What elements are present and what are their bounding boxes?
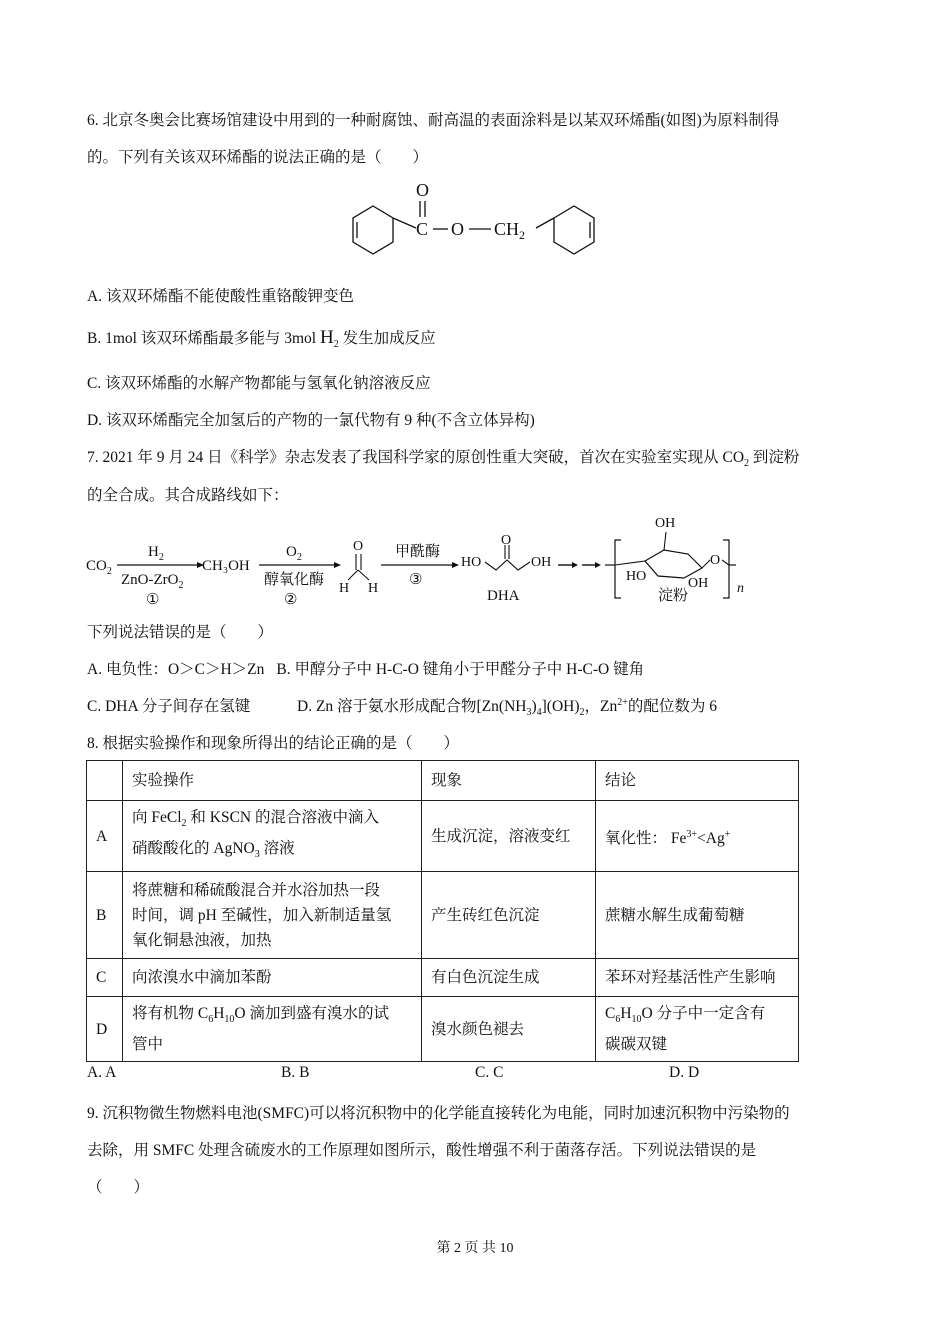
row-label: D [87, 997, 123, 1062]
row-conclusion: 蔗糖水解生成葡萄糖 [596, 872, 799, 959]
step1-number: ① [146, 592, 160, 608]
header-blank [87, 761, 123, 801]
row-operation: 将有机物 $C_6H_{10}O$ 滴加到盛有溴水的试 管中 [123, 997, 422, 1062]
header-conclusion: 结论 [596, 761, 799, 801]
starch-o: O [710, 553, 721, 568]
q9-stem-line2: 去除，用 SMFC 处理含硫废水的工作原理如图所示，酸性增强不利于菌落存活。下列说法错误的是 [87, 1142, 757, 1159]
q6-stem-line1: 6. 北京冬奥会比赛场馆建设中用到的一种耐腐蚀、耐高温的表面涂料是以某双环烯酯(如图)为原料制得 [87, 112, 780, 129]
q7-option-d: D. Zn 溶于氨水形成配合物$[Zn(NH_3)_4](OH)_2$，$Zn^{2+}$的配位数为 6 [297, 696, 718, 719]
q6-option-c: C. 该双环烯酯的水解产物都能与氢氧化钠溶液反应 [87, 375, 431, 392]
starch-label: 淀粉 [658, 588, 689, 604]
q6-ester-structure [340, 176, 610, 272]
ester-o: O [451, 219, 464, 239]
q7-option-b: B. 甲醇分子中 H-C-O 键角小于甲醛分子中 H-C-O 键角 [276, 661, 645, 678]
header-operation: 实验操作 [123, 761, 422, 801]
q7-stem-line1: 7. 2021 年 9 月 24 日《科学》杂志发表了我国科学家的原创性重大突破，首次在实验室实现从 $CO_2$ 到淀粉 [87, 449, 800, 470]
dha-oh: OH [531, 555, 552, 570]
q6-option-a: A. 该双环烯酯不能使酸性重铬酸钾变色 [87, 288, 354, 305]
step2-enzyme: 醇氧化酶 [264, 572, 325, 588]
row-phenomenon: 溴水颜色褪去 [422, 997, 596, 1062]
q7-option-c: C. DHA 分子间存在氢键 [87, 698, 251, 715]
hcho-h-right: H [368, 581, 379, 596]
row-operation: 将蔗糖和稀硫酸混合并水浴加热一段 时间，调 pH 至碱性，加入新制适量氢 氧化铜悬浊液，加热 [123, 872, 422, 959]
q6-option-b: B. 1mol 该双环烯酯最多能与 3mol $H_2$ 发生加成反应 [87, 327, 436, 351]
row-phenomenon: 有白色沉淀生成 [422, 959, 596, 997]
dha-ho: HO [461, 555, 482, 570]
dha-label: DHA [487, 588, 520, 604]
q8-option-d: D. D [669, 1064, 700, 1081]
row-label: A [87, 801, 123, 872]
q7-options-ab [87, 657, 644, 679]
co2-label: $CO_2$ [86, 558, 112, 577]
q7-option-a: A. 电负性：O＞C＞H＞Zn [87, 661, 265, 678]
table-row [87, 801, 799, 872]
q9-stem-line1: 9. 沉积物微生物燃料电池(SMFC)可以将沉积物中的化学能直接转化为电能，同时加速沉积物中污染物的 [87, 1105, 790, 1122]
ch2-group: $CH_2$ [494, 219, 526, 242]
dha-o: O [501, 533, 512, 548]
step2-reagent: $O_2$ [286, 544, 302, 563]
row-operation: 向浓溴水中滴加苯酚 [123, 959, 422, 997]
page-number: 第 2 页 共 10 [436, 1241, 514, 1256]
starch-oh: OH [688, 576, 709, 591]
row-conclusion: $C_6H_{10}O$ 分子中一定含有 碳碳双键 [596, 997, 799, 1062]
q8-stem: 8. 根据实验操作和现象所得出的结论正确的是（ ） [87, 735, 460, 752]
step1-catalyst: ZnO-ZrO$_2$ [121, 572, 184, 591]
q6-stem-line2: 的。下列有关该双环烯酯的说法正确的是（ ） [87, 149, 429, 166]
q7-question: 下列说法错误的是（ ） [87, 624, 274, 641]
starch-oh-top: OH [655, 516, 676, 531]
table-row [87, 872, 799, 959]
q8-option-c: C. C [475, 1064, 504, 1081]
starch-n: n [737, 581, 744, 596]
row-label: C [87, 959, 123, 997]
starch-ho: HO [626, 569, 647, 584]
q7-stem-line2: 的全合成。其合成路线如下： [87, 487, 289, 504]
q9-stem-line3: （ ） [87, 1179, 150, 1196]
methanol-label: CH₃OH [202, 558, 250, 574]
step3-number: ③ [409, 572, 423, 588]
table-row [87, 959, 799, 997]
hcho-o: O [353, 539, 364, 554]
step3-enzyme: 甲酰酶 [395, 544, 441, 560]
experiment-table [86, 760, 799, 1062]
table-header-row [87, 761, 799, 801]
carbonyl-o: O [416, 180, 429, 200]
row-phenomenon: 产生砖红色沉淀 [422, 872, 596, 959]
step1-reagent: $H_2$ [148, 544, 164, 563]
row-conclusion: 氧化性： $Fe^{3+}<Ag^+$ [596, 801, 799, 872]
step2-number: ② [284, 592, 298, 608]
row-operation: 向 FeCl$_2$ 和 KSCN 的混合溶液中滴入 硝酸酸化的 AgNO$_3$ 溶液 [123, 801, 422, 872]
synthesis-route [84, 512, 784, 612]
row-label: B [87, 872, 123, 959]
table-row [87, 997, 799, 1062]
row-conclusion: 苯环对羟基活性产生影响 [596, 959, 799, 997]
header-phenomenon: 现象 [422, 761, 596, 801]
row-phenomenon: 生成沉淀，溶液变红 [422, 801, 596, 872]
hcho-h-left: H [339, 581, 350, 596]
q8-option-b: B. B [281, 1064, 310, 1081]
q6-option-d: D. 该双环烯酯完全加氢后的产物的一氯代物有 9 种(不含立体异构) [87, 412, 535, 429]
carbonyl-c: C [416, 219, 429, 239]
q8-option-a: A. A [87, 1064, 117, 1081]
